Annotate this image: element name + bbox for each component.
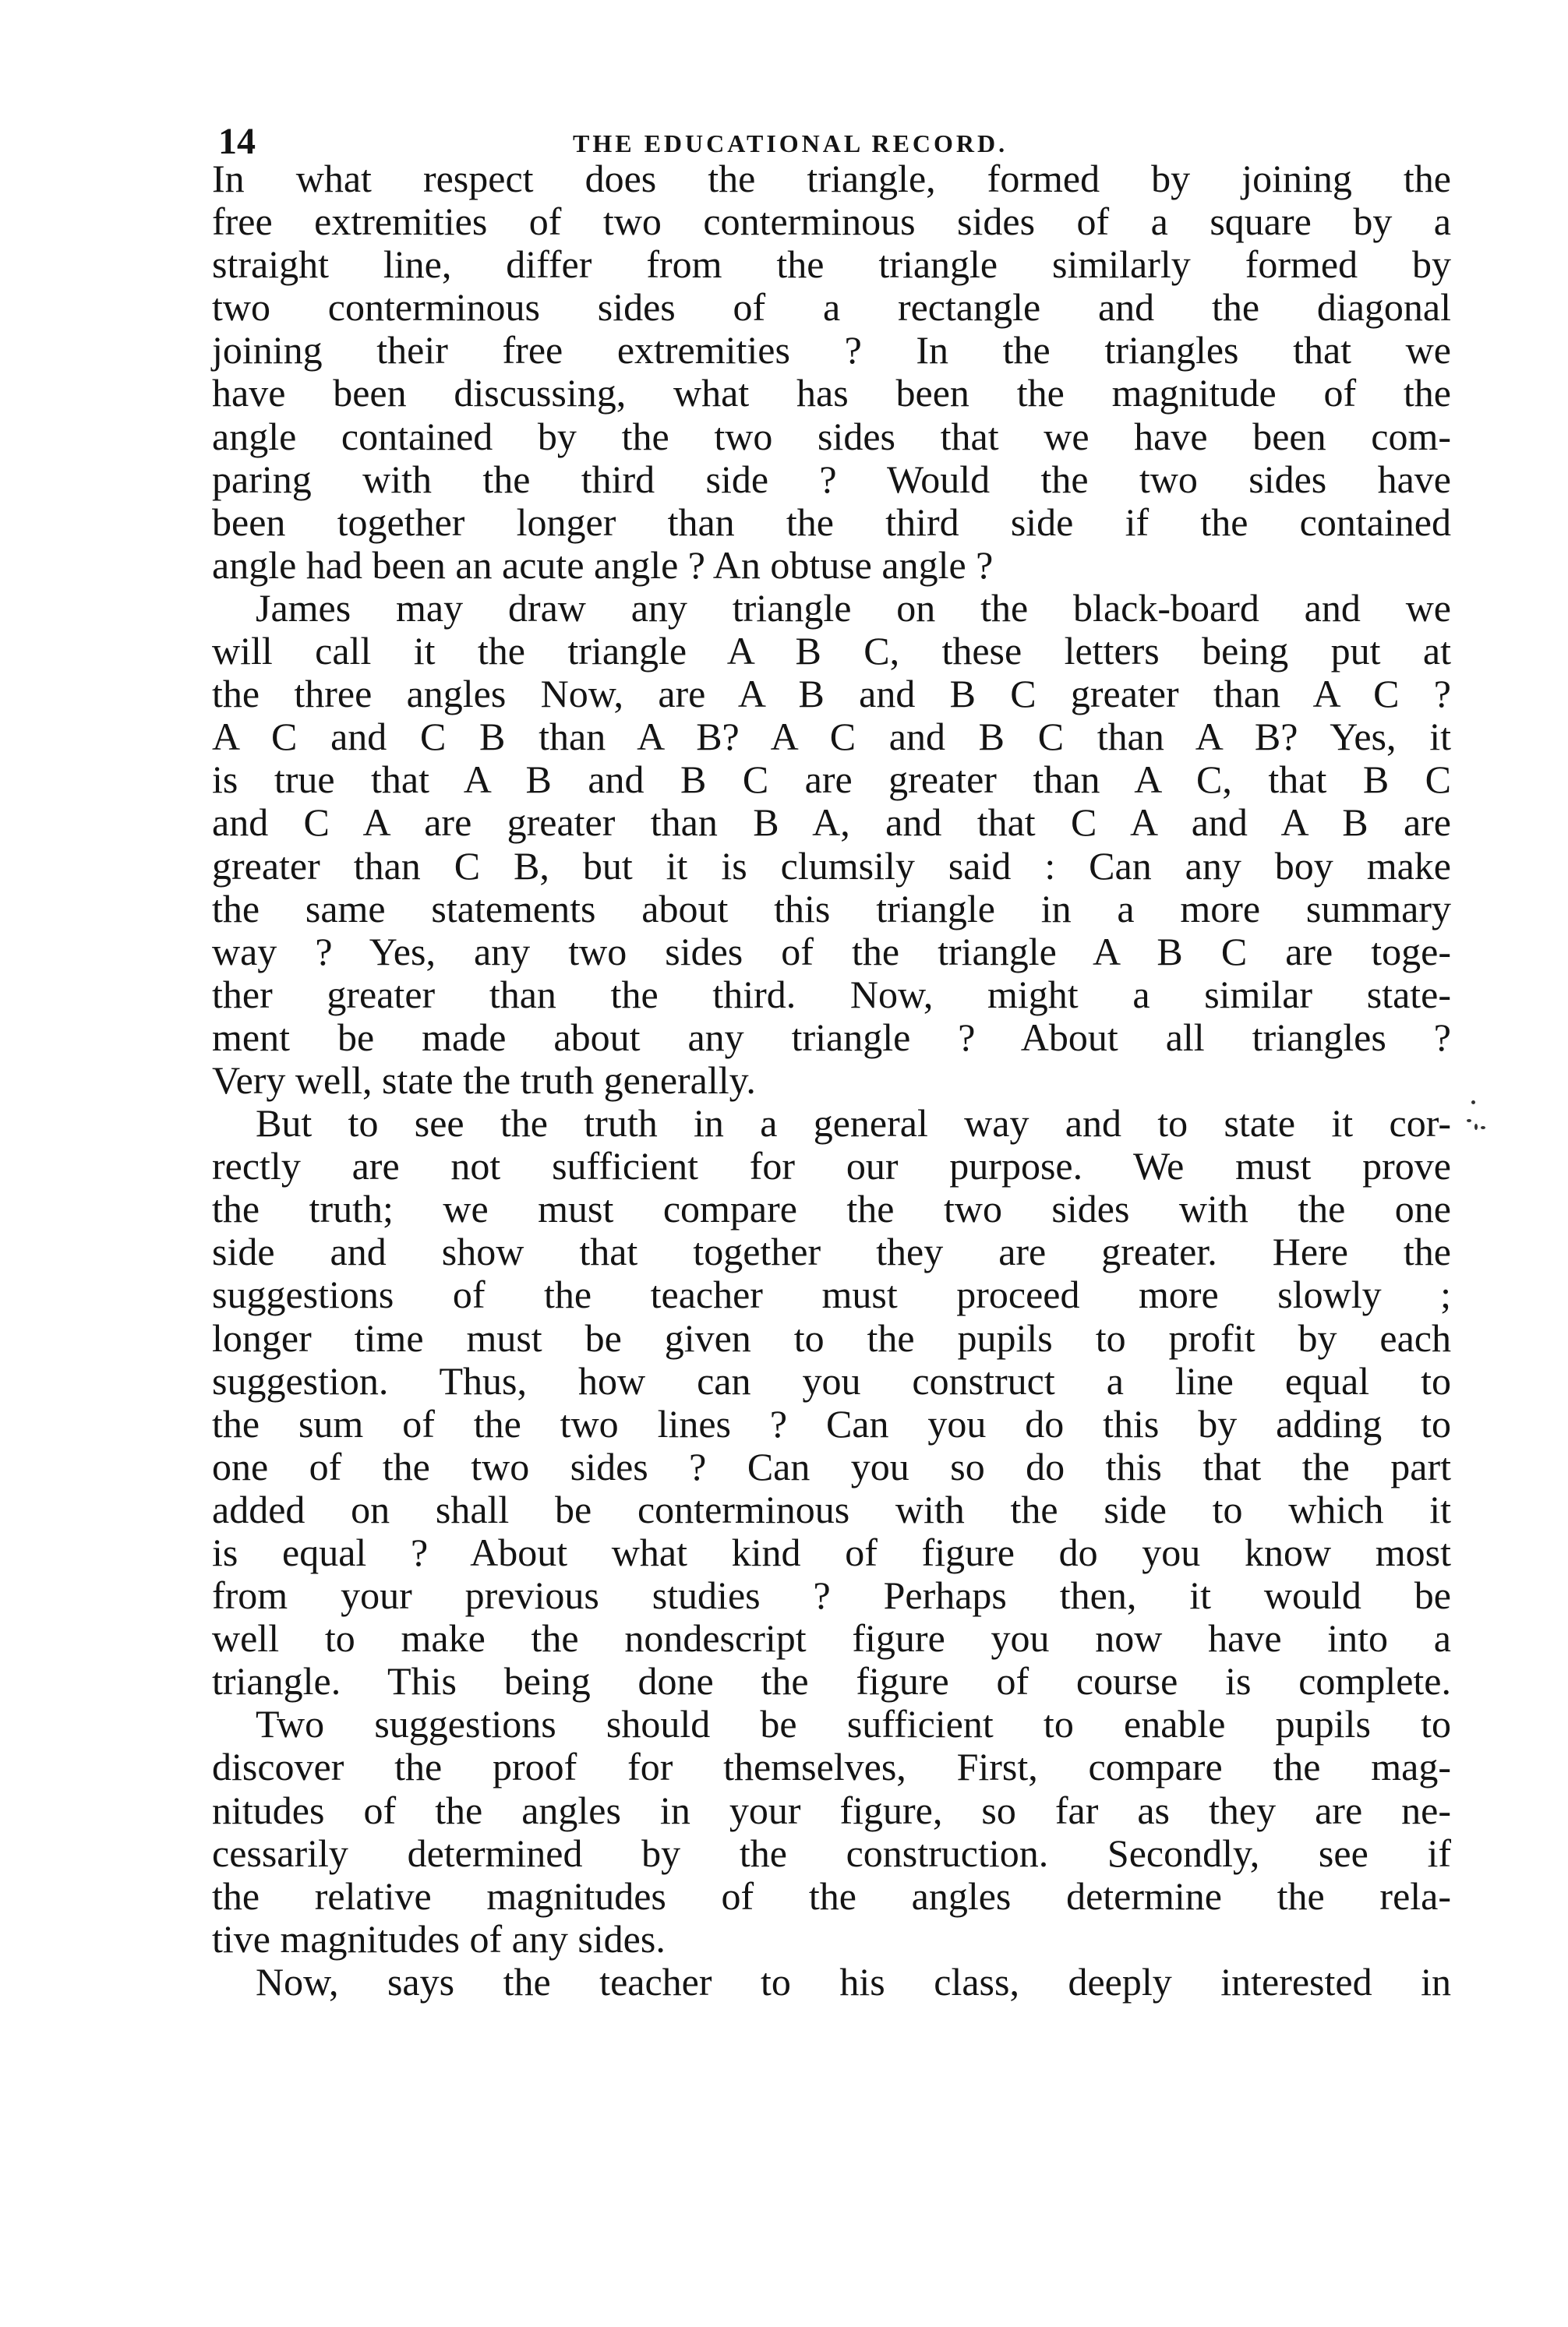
text-line: suggestion. Thus, how can you construct a line equal to xyxy=(212,1358,1451,1403)
margin-ink-marks xyxy=(1467,1100,1498,1163)
text-line: nitudes of the angles in your figure, so far as they are ne- xyxy=(212,1788,1451,1832)
text-line: have been discussing, what has been the magnitude of the xyxy=(212,371,1451,415)
text-line: added on shall be conterminous with the side to which it xyxy=(212,1487,1451,1531)
text-line: Two suggestions should be sufficient to enable pupils to xyxy=(256,1702,1451,1746)
text-line: ment be made about any triangle ? About all triangles ? xyxy=(212,1015,1451,1059)
text-line: two conterminous sides of a rectangle and the diagonal xyxy=(212,285,1451,330)
text-line: cessarily determined by the construction. Secondly, see if xyxy=(212,1831,1451,1875)
text-line: angle contained by the two sides that we have been com- xyxy=(212,414,1451,458)
page-body xyxy=(212,157,1451,2004)
text-line: the same statements about this triangle in a more summary xyxy=(212,886,1451,930)
text-line: free extremities of two conterminous sides of a square by a xyxy=(212,200,1451,244)
text-line: the relative magnitudes of the angles determine the rela- xyxy=(212,1873,1451,1918)
text-line: paring with the third side ? Would the two sides have xyxy=(212,457,1451,501)
margin-ink-dot xyxy=(1481,1126,1485,1129)
text-line: discover the proof for themselves, First, compare the mag- xyxy=(212,1745,1451,1789)
text-line: greater than C B, but it is clumsily said : Can any boy make xyxy=(212,843,1451,888)
text-line: angle had been an acute angle ? An obtuse angle ? xyxy=(212,542,994,587)
text-line: tive magnitudes of any sides. xyxy=(212,1916,666,1961)
text-line: well to make the nondescript figure you now have into a xyxy=(212,1616,1451,1661)
text-line: the sum of the two lines ? Can you do this by adding to xyxy=(212,1401,1451,1446)
text-line: longer time must be given to the pupils to profit by each xyxy=(212,1315,1451,1360)
margin-ink-dot xyxy=(1467,1119,1471,1122)
text-line: James may draw any triangle on the black-board and we xyxy=(256,585,1451,630)
text-line: way ? Yes, any two sides of the triangle A B C are toge- xyxy=(212,929,1451,973)
text-line: Now, says the teacher to his class, deeply interested in xyxy=(256,1959,1451,2004)
text-line: and C A are greater than B A, and that C A and A B are xyxy=(212,800,1451,845)
text-line: A C and C B than A B? A C and B C than A B? Yes, it xyxy=(212,715,1451,759)
text-line: from your previous studies ? Perhaps then, it would be xyxy=(212,1573,1451,1618)
text-line: joining their free extremities ? In the triangles that we xyxy=(212,328,1451,373)
text-line: ther greater than the third. Now, might a similar state- xyxy=(212,972,1451,1016)
text-line: straight line, differ from the triangle similarly formed by xyxy=(212,242,1451,287)
page-number: 14 xyxy=(218,121,256,162)
text-line: the truth; we must compare the two sides with the one xyxy=(212,1187,1451,1231)
text-line: been together longer than the third side if the contained xyxy=(212,500,1451,544)
text-line: suggestions of the teacher must proceed more slowly ; xyxy=(212,1273,1451,1317)
running-title: THE EDUCATIONAL RECORD. xyxy=(573,129,1008,157)
margin-ink-dot xyxy=(1471,1100,1475,1104)
text-line: is true that A B and B C are greater than A C, that B C xyxy=(212,757,1451,802)
text-line: triangle. This being done the figure of course is complete. xyxy=(212,1659,1451,1704)
text-line: Very well, state the truth generally. xyxy=(212,1058,756,1102)
text-line: In what respect does the triangle, formed by joining the xyxy=(212,157,1451,200)
text-line: one of the two sides ? Can you so do this that the part xyxy=(212,1444,1451,1488)
text-line: rectly are not sufficient for our purpose. We must prove xyxy=(212,1144,1451,1188)
text-line: is equal ? About what kind of figure do you know most xyxy=(212,1531,1451,1574)
margin-ink-dot xyxy=(1474,1124,1478,1130)
text-line: the three angles Now, are A B and B C greater than A C ? xyxy=(212,672,1451,716)
text-line: side and show that together they are greater. Here the xyxy=(212,1230,1451,1274)
text-line: But to see the truth in a general way and to state it cor- xyxy=(256,1101,1451,1146)
text-line: will call it the triangle A B C, these letters being put at xyxy=(212,629,1451,673)
